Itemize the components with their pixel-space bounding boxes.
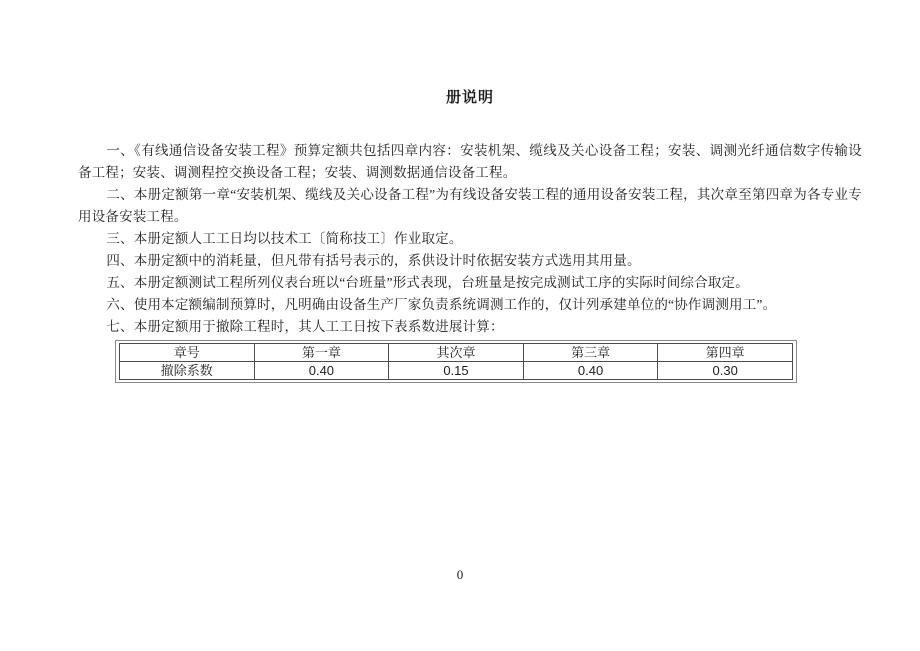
paragraph-1: 一、《有线通信设备安装工程》预算定额共包括四章内容：安装机架、缆线及关心设备工程；安装、调测光纤通信数字传输设备工程；安装、调测程控交换设备工程；安装、调测数据通信设备工程。 bbox=[78, 143, 862, 180]
table-value-chapter-4: 0.30 bbox=[658, 362, 793, 380]
table-value-chapter-1: 0.40 bbox=[254, 362, 389, 380]
table-header-chapter-4: 第四章 bbox=[658, 344, 793, 362]
paragraph-3: 三、本册定额人工工日均以技术工〔简称技工〕作业取定。 bbox=[106, 231, 463, 246]
table-data-row bbox=[120, 362, 793, 380]
paragraph-5: 五、本册定额测试工程所列仪表台班以“台班量”形式表现，台班量是按完成测试工序的实际时间综合取定。 bbox=[106, 275, 749, 290]
page-number: 0 bbox=[456, 567, 464, 582]
paragraph-2: 二、本册定额第一章“安装机架、缆线及关心设备工程”为有线设备安装工程的通用设备安装工程，其次章至第四章为各专业专用设备安装工程。 bbox=[78, 187, 862, 224]
table-header-row bbox=[120, 344, 793, 362]
removal-coefficient-table bbox=[115, 340, 797, 383]
table-header-chapter-3: 第三章 bbox=[523, 344, 658, 362]
paragraph-6: 六、使用本定额编制预算时，凡明确由设备生产厂家负责系统调测工作的，仅计列承建单位的“协作调测用工”。 bbox=[106, 297, 777, 312]
paragraph-4: 四、本册定额中的消耗量，但凡带有括号表示的，系供设计时依据安装方式选用其用量。 bbox=[106, 253, 641, 268]
table-row-label: 撤除系数 bbox=[120, 362, 255, 380]
table-header-chapter-1: 第一章 bbox=[254, 344, 389, 362]
coefficient-table-grid bbox=[119, 343, 793, 380]
table-header-chapter-2: 其次章 bbox=[389, 344, 524, 362]
paragraph-7: 七、本册定额用于撤除工程时，其人工工日按下表系数进展计算： bbox=[106, 319, 504, 334]
document-content bbox=[78, 86, 862, 383]
table-value-chapter-2: 0.15 bbox=[389, 362, 524, 380]
table-value-chapter-3: 0.40 bbox=[523, 362, 658, 380]
table-header-chapter-no: 章号 bbox=[120, 344, 255, 362]
page-title: 册说明 bbox=[445, 90, 494, 106]
